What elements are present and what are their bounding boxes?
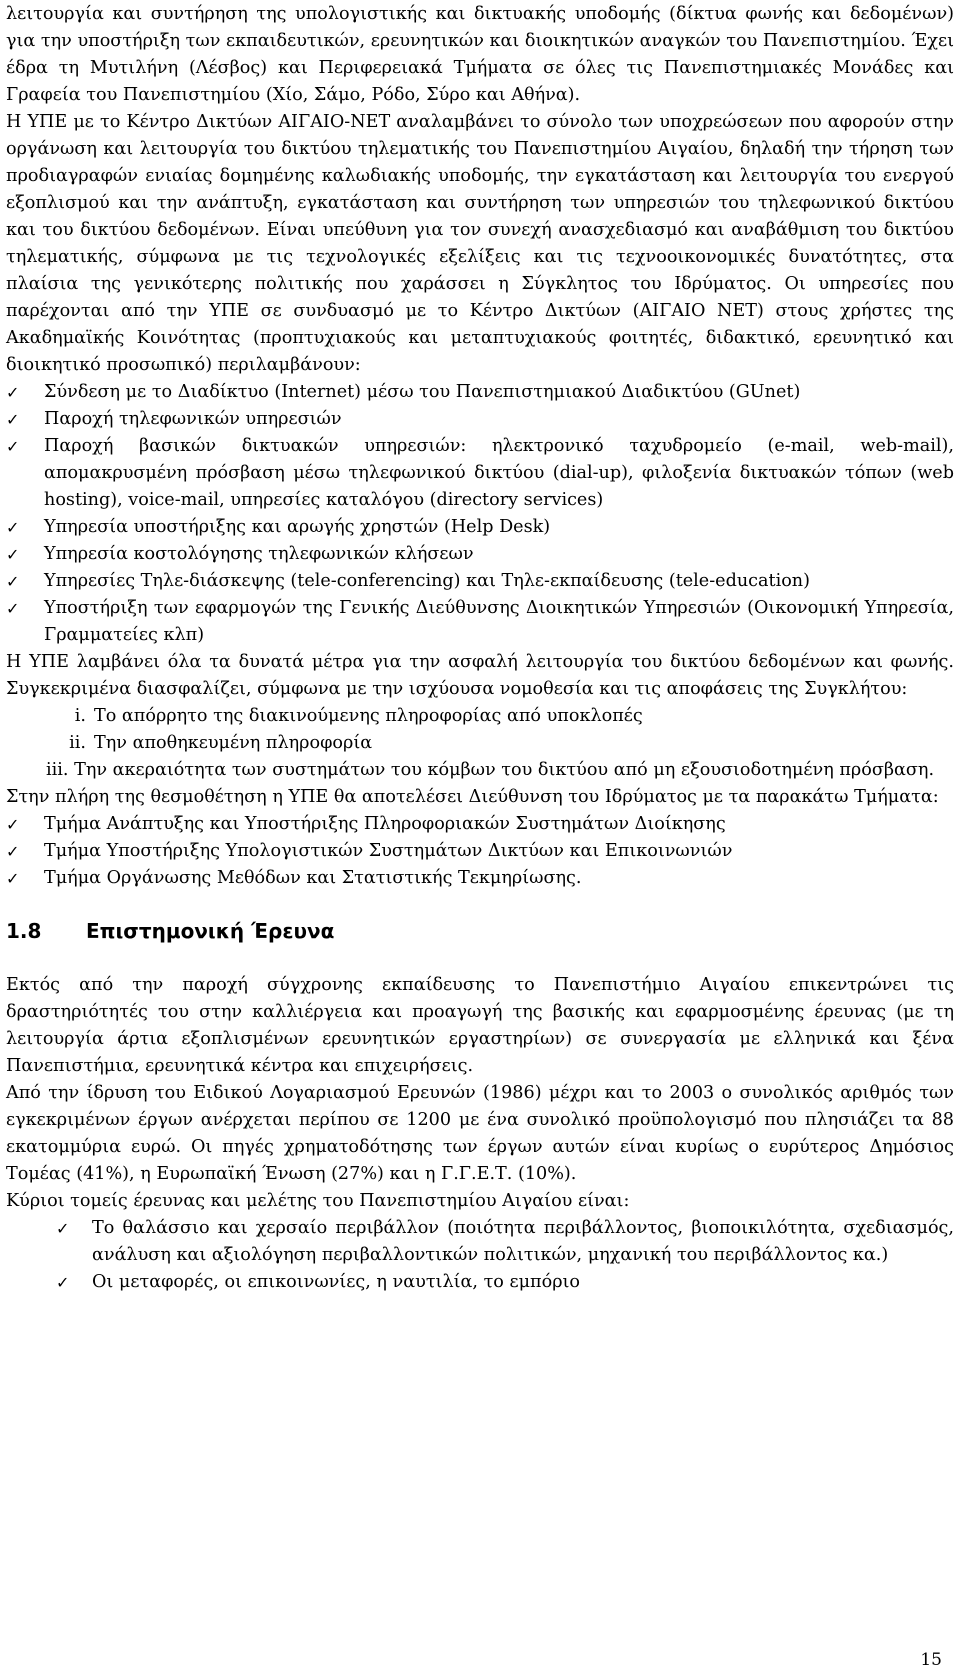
paragraph-departments: Στην πλήρη της θεσμοθέτηση η ΥΠΕ θα αποτελέσει Διεύθυνση του Ιδρύματος με τα παρακάτω Τμήματα: <box>6 787 939 807</box>
check-icon: ✓ <box>56 1219 70 1238</box>
check-icon: ✓ <box>6 383 20 402</box>
list-item: ✓ Το θαλάσσιο και χερσαίο περιβάλλον (ποιότητα περιβάλλοντος, βιοποικιλότητα, σχεδιασμός, ανάλυση και αξιολόγηση περιβαλλοντικών πολιτικών, μηχανική του περιβάλλοντος κα.) <box>6 1215 954 1269</box>
paragraph-safety: Η ΥΠΕ λαμβάνει όλα τα δυνατά μέτρα για την ασφαλή λειτουργία του δικτύου δεδομένων και φωνής. Συγκεκριμένα διασφαλίζει, σύμφωνα με την ισχύουσα νομοθεσία και τις αποφάσεις της Συγκλήτου: <box>6 652 954 699</box>
check-icon: ✓ <box>6 572 20 591</box>
list-number: ii. <box>69 733 86 753</box>
list-item: ✓ Υπηρεσία υποστήριξης και αρωγής χρηστών (Help Desk) <box>6 514 954 541</box>
check-icon: ✓ <box>6 869 20 888</box>
list-item: ii. Την αποθηκευμένη πληροφορία <box>6 730 954 757</box>
paragraph-fields: Κύριοι τομείς έρευνας και μελέτης του Πανεπιστημίου Αιγαίου είναι: <box>6 1191 630 1211</box>
list-number: i. <box>74 706 86 726</box>
check-icon: ✓ <box>6 545 20 564</box>
list-item: ✓ Υπηρεσίες Τηλε-διάσκεψης (tele-conferencing) και Τηλε-εκπαίδευσης (tele-education) <box>6 568 954 595</box>
check-icon: ✓ <box>6 410 20 429</box>
departments-list <box>6 811 954 892</box>
list-number: iii. <box>46 760 69 780</box>
list-item: ✓ Τμήμα Οργάνωσης Μεθόδων και Στατιστικής Τεκμηρίωσης. <box>6 865 954 892</box>
section-heading <box>6 916 954 946</box>
list-item: ✓ Τμήμα Υποστήριξης Υπολογιστικών Συστημάτων Δικτύων και Επικοινωνιών <box>6 838 954 865</box>
list-item: ✓ Υπηρεσία κοστολόγησης τηλεφωνικών κλήσεων <box>6 541 954 568</box>
list-item: ✓ Τμήμα Ανάπτυξης και Υποστήριξης Πληροφοριακών Συστημάτων Διοίκησης <box>6 811 954 838</box>
list-item: ✓ Οι μεταφορές, οι επικοινωνίες, η ναυτιλία, το εμπόριο <box>6 1269 954 1296</box>
check-icon: ✓ <box>6 842 20 861</box>
paragraph-intro: λειτουργία και συντήρηση της υπολογιστικής και δικτυακής υποδομής (δίκτυα φωνής και δεδομένων) για την υποστήριξη των εκπαιδευτικών, ερευνητικών και διοικητικών αναγκών του Πανεπιστημίου. Έχει έδρα τη Μυτιλήνη (Λέσβος) και Περιφερειακά Τμήματα σε όλες τις Πανεπιστημιακές Μονάδες και Γραφεία του Πανεπιστημίου (Χίο, Σάμο, Ρόδο, Σύρο και Αθήνα). <box>6 4 954 105</box>
list-item: i. Το απόρρητο της διακινούμενης πληροφορίας από υποκλοπές <box>6 703 954 730</box>
list-item: ✓ Παροχή τηλεφωνικών υπηρεσιών <box>6 406 954 433</box>
page-number: 15 <box>920 1650 942 1670</box>
safety-list <box>6 703 954 757</box>
list-item-iii: iii. Την ακεραιότητα των συστημάτων του κόμβων του δικτύου από μη εξουσιοδοτημένη πρόσβαση. <box>46 760 935 780</box>
check-icon: ✓ <box>6 815 20 834</box>
check-icon: ✓ <box>6 599 20 618</box>
section-number: 1.8 <box>6 919 42 943</box>
document-page <box>6 0 954 1296</box>
list-item: ✓ Σύνδεση με το Διαδίκτυο (Internet) μέσω του Πανεπιστημιακού Διαδικτύου (GUnet) <box>6 379 954 406</box>
list-item: ✓ Παροχή βασικών δικτυακών υπηρεσιών: ηλεκτρονικό ταχυδρομείο (e-mail, web-mail), απομακρυσμένη πρόσβαση μέσω τηλεφωνικού δικτύου (dial-up), φιλοξενία δικτυακών τόπων (web hosting), voice-mail, υπηρεσίες καταλόγου (directory services) <box>6 433 954 514</box>
check-icon: ✓ <box>56 1273 70 1292</box>
paragraph-funding: Από την ίδρυση του Ειδικού Λογαριασμού Ερευνών (1986) μέχρι και το 2003 ο συνολικός αριθμός των εγκεκριμένων έργων ανέρχεται περίπου σε 1200 με ένα συνολικό προϋπολογισμό που πλησιάζει τα 88 εκατομμύρια ευρώ. Οι πηγές χρηματοδότησης των έργων αυτών είναι κυρίως ο ευρύτερος Δημόσιος Τομέας (41%), η Ευρωπαϊκή Ένωση (27%) και η Γ.Γ.Ε.Τ. (10%). <box>6 1083 954 1184</box>
list-item: ✓ Υποστήριξη των εφαρμογών της Γενικής Διεύθυνσης Διοικητικών Υπηρεσιών (Οικονομική Υπηρεσία, Γραμματείες κλπ) <box>6 595 954 649</box>
paragraph-research: Εκτός από την παροχή σύγχρονης εκπαίδευσης το Πανεπιστήμιο Αιγαίου επικεντρώνει τις δραστηριότητές του στην καλλιέργεια και προαγωγή της βασικής και εφαρμοσμένης έρευνας (με τη λειτουργία άρτια εξοπλισμένων ερευνητικών εργαστηρίων) σε συνεργασία με ελληνικά και ξένα Πανεπιστήμια, ερευνητικά κέντρα και επιχειρήσεις. <box>6 975 954 1076</box>
check-icon: ✓ <box>6 518 20 537</box>
section-title: Επιστημονική Έρευνα <box>86 919 335 943</box>
check-icon: ✓ <box>6 437 20 456</box>
services-list <box>6 379 954 649</box>
paragraph-ype: Η ΥΠΕ με το Κέντρο Δικτύων ΑΙΓΑΙΟ-ΝΕΤ αναλαμβάνει το σύνολο των υποχρεώσεων που αφορούν στην οργάνωση και λειτουργία του δικτύου τηλεματικής του Πανεπιστημίου Αιγαίου, δηλαδή την τήρηση των προδιαγραφών ενιαίας δομημένης καλωδιακής υποδομής, την εγκατάσταση και λειτουργία του ενεργού εξοπλισμού και την ανάπτυξη, εγκατάσταση και συντήρηση των υπηρεσιών του τηλεφωνικού δικτύου και του δικτύου δεδομένων. Είναι υπεύθυνη για τον συνεχή ανασχεδιασμό και αναβάθμιση του δικτύου τηλεματικής, σύμφωνα με τις τεχνολογικές εξελίξεις και τις τεχνοοικονομικές δυνατότητες, στα πλαίσια της γενικότερης πολιτικής που χαράσσει η Σύγκλητος του Ιδρύματος. Οι υπηρεσίες που παρέχονται από την ΥΠΕ σε συνδυασμό με το Κέντρο Δικτύων (ΑΙΓΑΙΟ ΝΕΤ) στους χρήστες της Ακαδημαϊκής Κοινότητας (προπτυχιακούς και μεταπτυχιακούς φοιτητές, διδακτικό, ερευνητικό και διοικητικό προσωπικό) περιλαμβάνουν: <box>6 112 954 375</box>
research-fields-list <box>6 1215 954 1296</box>
